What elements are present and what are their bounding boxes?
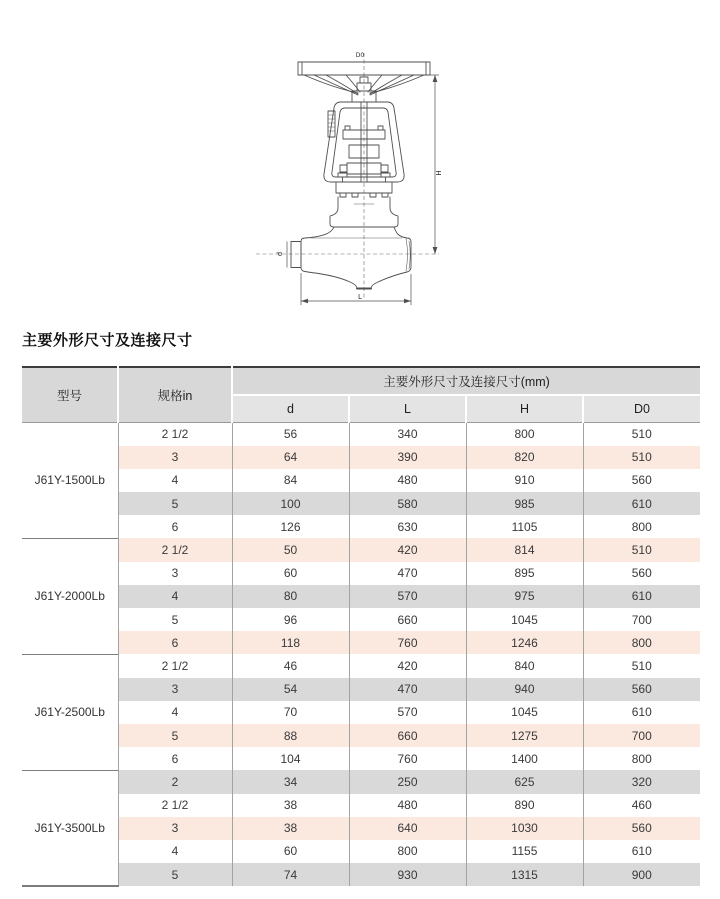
L-cell: 930 xyxy=(349,863,466,886)
D0-cell: 560 xyxy=(583,678,700,701)
table-row xyxy=(22,562,700,585)
D0-cell: 700 xyxy=(583,724,700,747)
L-cell: 800 xyxy=(349,840,466,863)
L-cell: 580 xyxy=(349,492,466,515)
L-cell: 470 xyxy=(349,562,466,585)
D0-cell: 560 xyxy=(583,562,700,585)
d-cell: 104 xyxy=(232,747,349,770)
D0-cell: 510 xyxy=(583,538,700,561)
col-header-D0: D0 xyxy=(583,395,700,423)
model-cell: J61Y-2500Lb xyxy=(22,654,118,770)
D0-cell: 610 xyxy=(583,585,700,608)
D0-cell: 320 xyxy=(583,770,700,793)
H-cell: 1045 xyxy=(466,608,583,631)
table-row xyxy=(22,492,700,515)
dimension-H xyxy=(430,75,443,254)
H-cell: 985 xyxy=(466,492,583,515)
D0-cell: 460 xyxy=(583,794,700,817)
col-header-dims-group: 主要外形尺寸及连接尺寸(mm) xyxy=(232,367,700,395)
dim-label-d: d xyxy=(276,251,284,257)
d-cell: 126 xyxy=(232,515,349,538)
H-cell: 1315 xyxy=(466,863,583,886)
d-cell: 38 xyxy=(232,794,349,817)
D0-cell: 800 xyxy=(583,631,700,654)
header-row-1 xyxy=(22,367,700,395)
L-cell: 660 xyxy=(349,608,466,631)
L-cell: 390 xyxy=(349,446,466,469)
D0-cell: 610 xyxy=(583,701,700,724)
L-cell: 760 xyxy=(349,631,466,654)
d-cell: 88 xyxy=(232,724,349,747)
dim-label-D0: D0 xyxy=(355,52,365,59)
col-header-d: d xyxy=(232,395,349,423)
H-cell: 800 xyxy=(466,423,583,446)
D0-cell: 560 xyxy=(583,469,700,492)
H-cell: 1400 xyxy=(466,747,583,770)
table-row xyxy=(22,446,700,469)
D0-cell: 700 xyxy=(583,608,700,631)
d-cell: 74 xyxy=(232,863,349,886)
spec-cell: 5 xyxy=(118,863,232,886)
table-row xyxy=(22,654,700,677)
H-cell: 910 xyxy=(466,469,583,492)
spec-cell: 3 xyxy=(118,678,232,701)
stem-assembly xyxy=(328,102,390,182)
col-header-L: L xyxy=(349,395,466,423)
L-cell: 470 xyxy=(349,678,466,701)
dimensions-table xyxy=(22,366,700,887)
col-header-spec: 规格in xyxy=(118,367,232,423)
d-cell: 100 xyxy=(232,492,349,515)
table-row xyxy=(22,747,700,770)
L-cell: 660 xyxy=(349,724,466,747)
d-cell: 38 xyxy=(232,817,349,840)
dimensions-table-wrap xyxy=(22,366,700,887)
L-cell: 480 xyxy=(349,469,466,492)
dimension-d xyxy=(276,242,287,268)
H-cell: 1155 xyxy=(466,840,583,863)
spec-cell: 4 xyxy=(118,585,232,608)
H-cell: 1030 xyxy=(466,817,583,840)
table-row xyxy=(22,770,700,793)
table-row xyxy=(22,608,700,631)
table-row xyxy=(22,724,700,747)
model-cell: J61Y-2000Lb xyxy=(22,538,118,654)
d-cell: 60 xyxy=(232,840,349,863)
dim-label-L: L xyxy=(358,293,362,301)
D0-cell: 900 xyxy=(583,863,700,886)
H-cell: 840 xyxy=(466,654,583,677)
col-header-model: 型号 xyxy=(22,367,118,423)
d-cell: 84 xyxy=(232,469,349,492)
H-cell: 890 xyxy=(466,794,583,817)
table-row xyxy=(22,794,700,817)
table-row xyxy=(22,863,700,886)
D0-cell: 610 xyxy=(583,492,700,515)
H-cell: 625 xyxy=(466,770,583,793)
spec-cell: 2 xyxy=(118,770,232,793)
H-cell: 1246 xyxy=(466,631,583,654)
spec-cell: 2 1/2 xyxy=(118,794,232,817)
spec-cell: 2 1/2 xyxy=(118,538,232,561)
H-cell: 1275 xyxy=(466,724,583,747)
L-cell: 760 xyxy=(349,747,466,770)
spec-cell: 2 1/2 xyxy=(118,654,232,677)
col-header-H: H xyxy=(466,395,583,423)
D0-cell: 610 xyxy=(583,840,700,863)
table-row xyxy=(22,538,700,561)
H-cell: 820 xyxy=(466,446,583,469)
model-cell: J61Y-1500Lb xyxy=(22,423,118,539)
d-cell: 60 xyxy=(232,562,349,585)
L-cell: 480 xyxy=(349,794,466,817)
table-row xyxy=(22,631,700,654)
L-cell: 630 xyxy=(349,515,466,538)
spec-cell: 5 xyxy=(118,492,232,515)
valve-body xyxy=(291,227,411,289)
table-row xyxy=(22,515,700,538)
H-cell: 895 xyxy=(466,562,583,585)
d-cell: 80 xyxy=(232,585,349,608)
spec-cell: 4 xyxy=(118,469,232,492)
L-cell: 420 xyxy=(349,654,466,677)
L-cell: 570 xyxy=(349,585,466,608)
spec-cell: 6 xyxy=(118,515,232,538)
H-cell: 1105 xyxy=(466,515,583,538)
spec-cell: 4 xyxy=(118,840,232,863)
d-cell: 64 xyxy=(232,446,349,469)
d-cell: 118 xyxy=(232,631,349,654)
H-cell: 940 xyxy=(466,678,583,701)
dimension-L xyxy=(301,273,411,305)
model-cell: J61Y-3500Lb xyxy=(22,770,118,886)
table-row xyxy=(22,585,700,608)
D0-cell: 510 xyxy=(583,446,700,469)
spec-cell: 5 xyxy=(118,608,232,631)
table-row xyxy=(22,678,700,701)
d-cell: 56 xyxy=(232,423,349,446)
H-cell: 975 xyxy=(466,585,583,608)
D0-cell: 800 xyxy=(583,515,700,538)
table-row xyxy=(22,817,700,840)
L-cell: 570 xyxy=(349,701,466,724)
section-title: 主要外形尺寸及连接尺寸 xyxy=(22,332,193,349)
spec-cell: 3 xyxy=(118,817,232,840)
D0-cell: 560 xyxy=(583,817,700,840)
L-cell: 640 xyxy=(349,817,466,840)
table-row xyxy=(22,840,700,863)
d-cell: 34 xyxy=(232,770,349,793)
L-cell: 250 xyxy=(349,770,466,793)
D0-cell: 510 xyxy=(583,423,700,446)
table-row xyxy=(22,701,700,724)
spec-cell: 3 xyxy=(118,446,232,469)
spec-cell: 6 xyxy=(118,631,232,654)
spec-cell: 6 xyxy=(118,747,232,770)
d-cell: 50 xyxy=(232,538,349,561)
table-row xyxy=(22,469,700,492)
D0-cell: 510 xyxy=(583,654,700,677)
L-cell: 420 xyxy=(349,538,466,561)
d-cell: 54 xyxy=(232,678,349,701)
dim-label-H: H xyxy=(435,170,443,176)
d-cell: 46 xyxy=(232,654,349,677)
spec-cell: 2 1/2 xyxy=(118,423,232,446)
spec-cell: 4 xyxy=(118,701,232,724)
table-row xyxy=(22,423,700,446)
d-cell: 70 xyxy=(232,701,349,724)
H-cell: 814 xyxy=(466,538,583,561)
d-cell: 96 xyxy=(232,608,349,631)
valve-drawing-svg xyxy=(248,48,472,320)
D0-cell: 800 xyxy=(583,747,700,770)
spec-cell: 3 xyxy=(118,562,232,585)
valve-technical-drawing xyxy=(248,48,472,322)
spec-cell: 5 xyxy=(118,724,232,747)
H-cell: 1045 xyxy=(466,701,583,724)
L-cell: 340 xyxy=(349,423,466,446)
